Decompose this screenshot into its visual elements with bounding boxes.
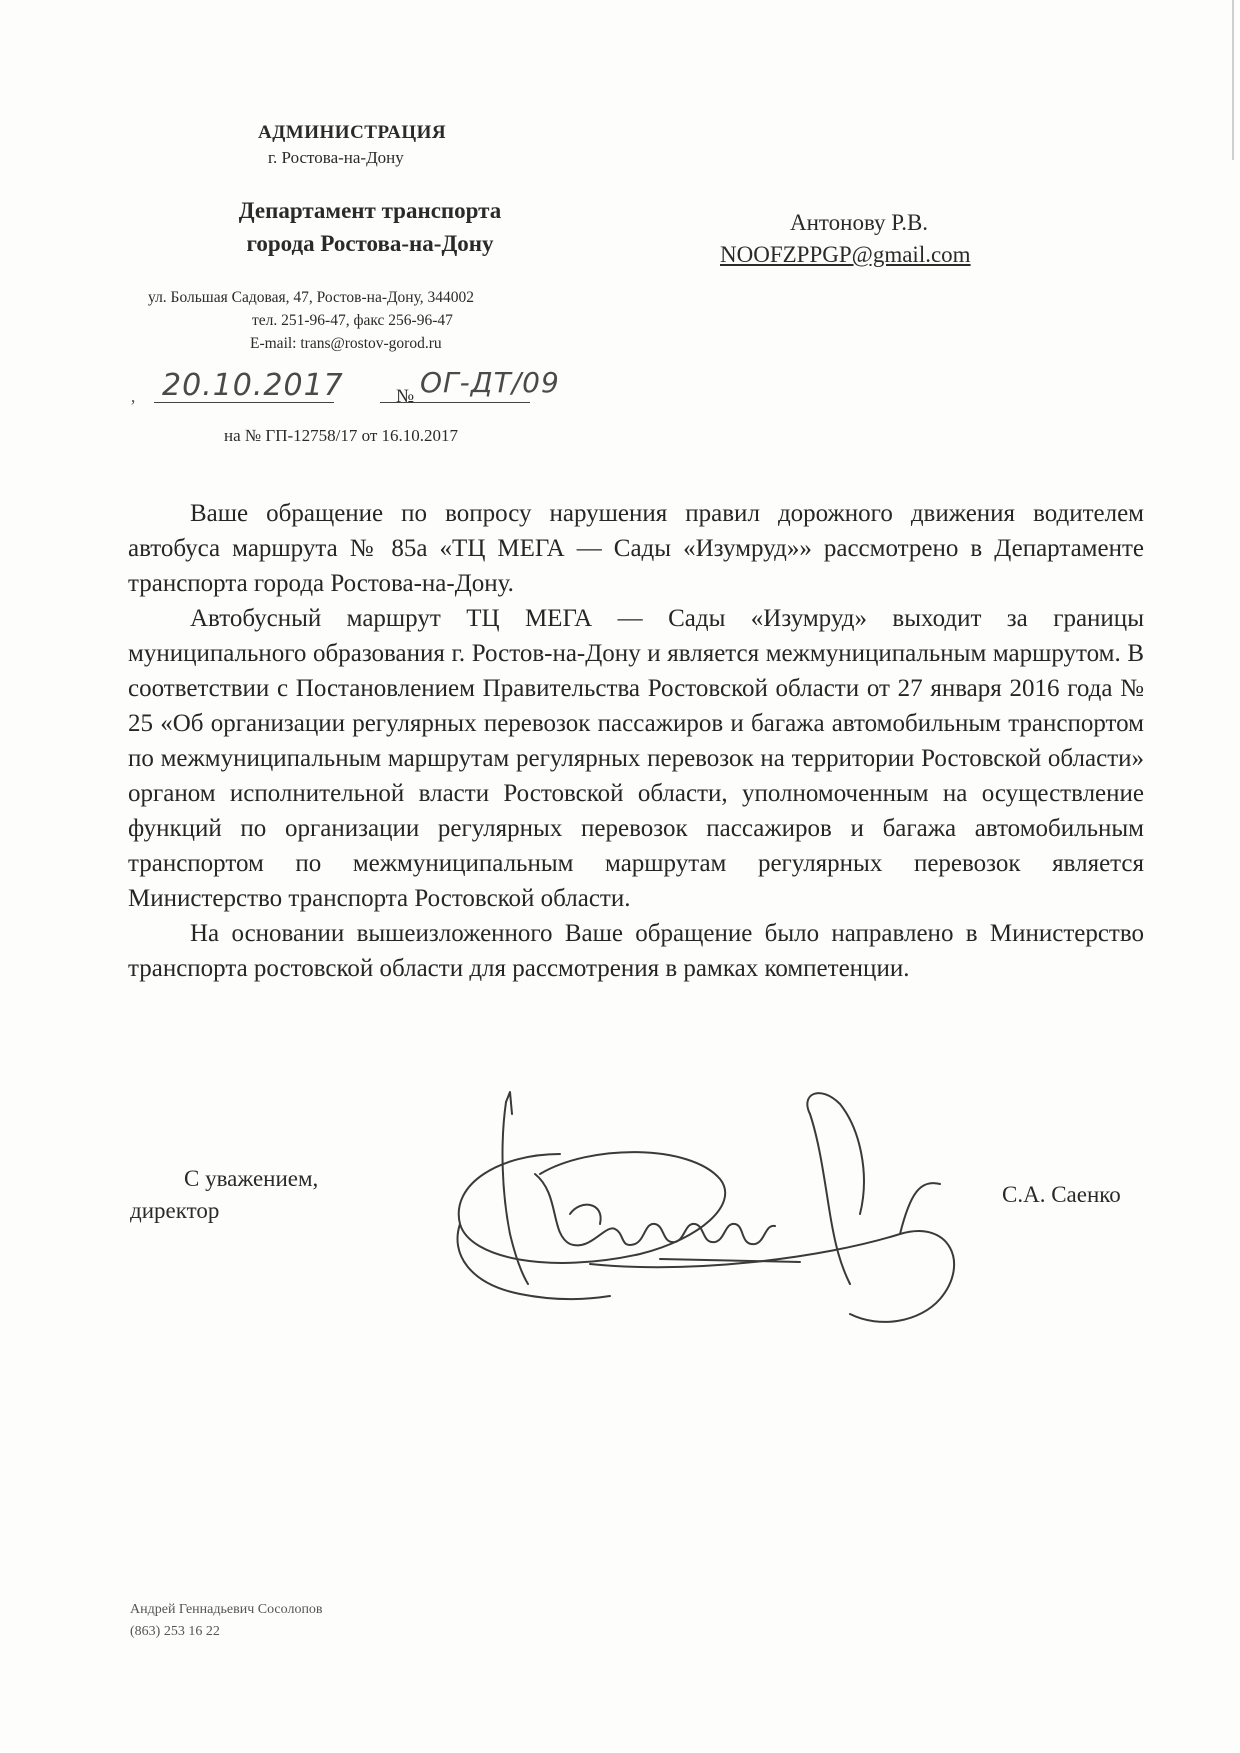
recipient-name: Антонову Р.В.: [790, 210, 929, 235]
number-sign: №: [396, 386, 415, 407]
recipient-email[interactable]: NOOFZPPGP@gmail.com: [720, 242, 971, 267]
body-paragraph-3: На основании вышеизложенного Ваше обращение было направлено в Министерство транспорта ростовской области для рассмотрения в рамках компетенции.: [128, 920, 1144, 982]
department-line-2: города Ростова-на-Дону: [246, 231, 494, 256]
footer-phone: (863) 253 16 22: [130, 1624, 220, 1639]
closing-regards: С уважением,: [184, 1166, 319, 1191]
scan-edge-line: [1232, 0, 1234, 160]
letter-body: [128, 496, 1144, 986]
signature-icon: [440, 1084, 1040, 1334]
date-underline: [154, 402, 334, 403]
footer-executor: Андрей Геннадьевич Сосолопов: [130, 1602, 323, 1617]
registration-number: ОГ-ДТ/09: [420, 366, 560, 399]
registration-date: 20.10.2017: [162, 368, 344, 403]
number-underline: [380, 402, 530, 403]
reference-number: на № ГП-12758/17 от 16.10.2017: [224, 426, 459, 445]
header-department: [180, 194, 560, 260]
header-phone: тел. 251-96-47, факс 256-96-47: [252, 312, 453, 329]
department-line-1: Департамент транспорта: [238, 198, 502, 223]
signatory-name: С.А. Саенко: [1002, 1182, 1121, 1207]
header-city: г. Ростова-на-Дону: [268, 148, 404, 167]
body-paragraph-2: Автобусный маршрут ТЦ МЕГА — Сады «Изумруд» выходит за границы муниципального образования г. Ростов-на-Дону и является межмуниципальным маршрутом. В соответствии с Постановлением Правительства Ростовской области от 27 января 2016 года № 25 «Об организации регулярных перевозок пассажиров и багажа автомобильным транспортом по межмуниципальным маршрутам регулярных перевозок на территории Ростовской области» органом исполнительной власти Ростовской области, уполномоченным на осуществление функций по организации регулярных перевозок пассажиров и багажа автомобильным транспортом по межмуниципальным маршрутам регулярных перевозок является Министерство транспорта Ростовской области.: [128, 605, 1144, 912]
header-administration: АДМИНИСТРАЦИЯ: [258, 122, 447, 143]
body-paragraph-1: Ваше обращение по вопросу нарушения правил дорожного движения водителем автобуса маршрута № 85а «ТЦ МЕГА — Сады «Изумруд»» рассмотрено в Департаменте транспорта города Ростова-на-Дону.: [128, 500, 1144, 597]
tick-mark: ‚: [130, 386, 136, 406]
closing-position: директор: [130, 1198, 220, 1223]
header-address: ул. Большая Садовая, 47, Ростов-на-Дону, 344002: [148, 289, 475, 306]
header-email: E-mail: trans@rostov-gorod.ru: [250, 335, 442, 352]
